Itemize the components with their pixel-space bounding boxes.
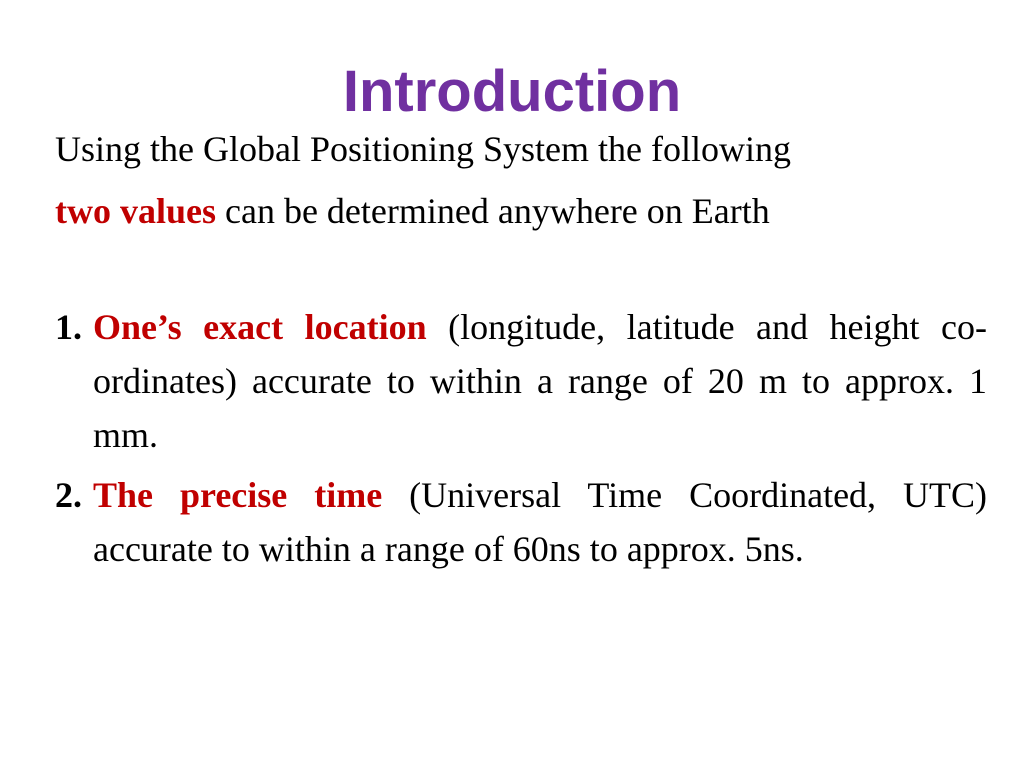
list-item-location xyxy=(55,300,987,462)
intro-paragraph xyxy=(55,118,995,242)
list-number: 1. xyxy=(55,307,82,347)
list-item-highlight: The precise time xyxy=(93,475,383,515)
list-item-time xyxy=(55,468,987,576)
intro-line-2 xyxy=(55,180,995,242)
list-item-text: (longitude, latitude and height co-ordinates) accurate to within a range of 20 m to approx. 1 mm. xyxy=(93,307,987,455)
list-number: 2. xyxy=(55,475,82,515)
list-item-text: (Universal Time Coordinated, UTC) accurate to within a range of 60ns to approx. 5ns. xyxy=(93,475,988,569)
slide-title: Introduction xyxy=(342,58,682,124)
values-list xyxy=(55,300,987,582)
intro-line-1: Using the Global Positioning System the following xyxy=(55,129,791,169)
intro-line-2-text: can be determined anywhere on Earth xyxy=(216,191,770,231)
intro-highlight: two values xyxy=(55,191,216,231)
list-item-highlight: One’s exact location xyxy=(93,307,427,347)
